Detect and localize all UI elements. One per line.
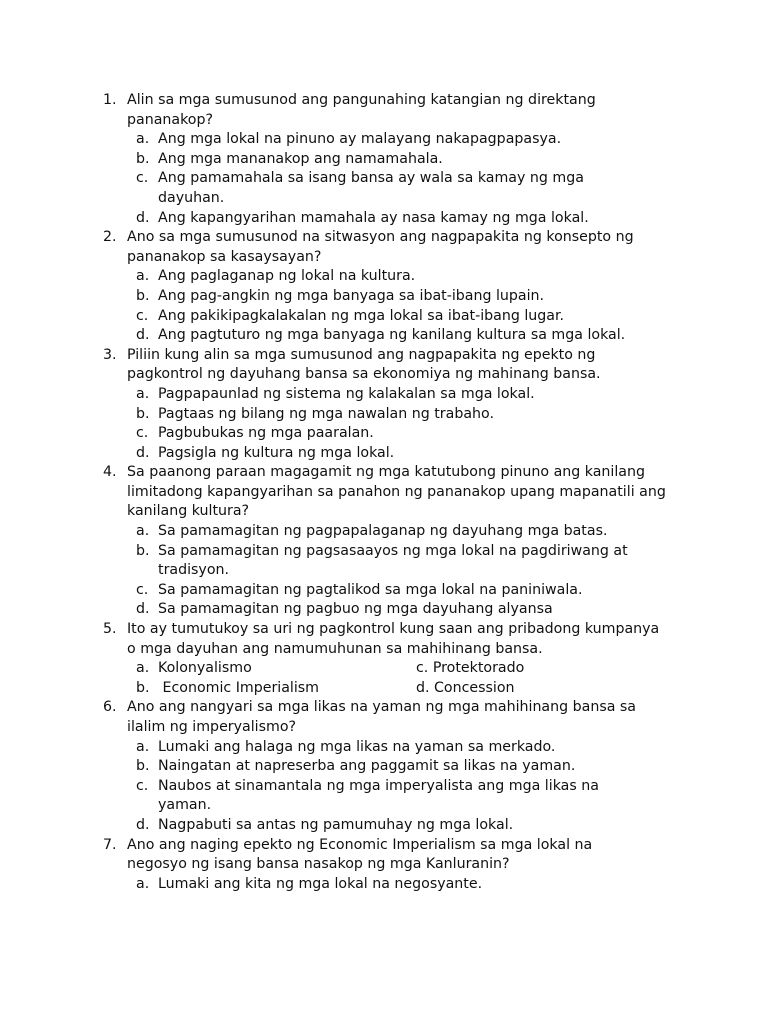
option-label: a. — [136, 660, 150, 677]
option-text: Ang pag-angkin ng mga banyaga sa ibat-ibang lupain. — [158, 287, 545, 304]
question-number: 6. — [103, 699, 117, 716]
option — [0, 150, 768, 170]
option-label: c. — [136, 777, 149, 794]
question-list — [0, 91, 768, 894]
option — [0, 267, 768, 287]
option-text: Pagbubukas ng mga paaralan. — [158, 425, 374, 442]
question-number: 1. — [103, 92, 117, 108]
question-text: Sa paanong paraan magagamit ng mga katutubong pinuno ang kanilang limitadong kapangyarihan sa panahon ng pananakop upang mapanatili ang kanilang kultura? — [127, 464, 666, 520]
option-label: a. — [136, 523, 150, 540]
option-row — [0, 659, 768, 679]
option-label: d. — [136, 209, 150, 226]
option — [0, 444, 768, 464]
option-text: Nagpabuti sa antas ng pamumuhay ng mga lokal. — [158, 816, 514, 833]
option — [0, 600, 768, 620]
question-1 — [0, 91, 768, 130]
option-text: Pagpapaunlad ng sistema ng kalakalan sa mga lokal. — [158, 385, 535, 402]
option-label: b. — [136, 542, 150, 559]
option-label: a. — [136, 738, 150, 755]
option-text: Ang pakikipagkalakalan ng mga lokal sa ibat-ibang lugar. — [158, 307, 565, 324]
option-label: c. — [136, 425, 149, 442]
option — [0, 581, 768, 601]
question-text: Ano ang naging epekto ng Economic Imperialism sa mga lokal na negosyo ng isang bansa nasakop ng mga Kanluranin? — [127, 836, 593, 873]
option-text: Ang pamamahala sa isang bansa ay wala sa kamay ng mga dayuhan. — [158, 170, 584, 206]
option — [0, 307, 768, 327]
option-text: Sa pamamagitan ng pagpapalaganap ng dayuhang mga batas. — [158, 523, 608, 540]
option-label: d. — [136, 816, 150, 833]
option-text: Pagsigla ng kultura ng mga lokal. — [158, 444, 395, 461]
question-4 — [0, 463, 768, 522]
option-label: d. — [136, 444, 150, 461]
question-3 — [0, 346, 768, 385]
question-5 — [0, 620, 768, 659]
option-label: a. — [136, 131, 150, 148]
option-text: Lumaki ang kita ng mga lokal na negosyante. — [158, 875, 483, 892]
option-text: Sa pamamagitan ng pagtalikod sa mga lokal na paniniwala. — [158, 581, 583, 598]
question-text: Ano sa mga sumusunod na sitwasyon ang nagpapakita ng konsepto ng pananakop sa kasaysayan? — [127, 229, 634, 265]
option-text: Ang paglaganap ng lokal na kultura. — [158, 268, 416, 285]
option — [0, 757, 768, 777]
option — [0, 130, 768, 150]
option-text: Lumaki ang halaga ng mga likas na yaman sa merkado. — [158, 738, 556, 755]
option-label: b. — [136, 287, 150, 304]
option — [0, 522, 768, 542]
question-text: Alin sa mga sumusunod ang pangunahing katangian ng direktang pananakop? — [127, 92, 596, 128]
question-number: 4. — [103, 464, 117, 481]
option — [0, 424, 768, 444]
option-text: c. Protektorado — [416, 660, 525, 677]
option-label: d. — [136, 601, 150, 618]
option-text: Pagtaas ng bilang ng mga nawalan ng trabaho. — [158, 405, 494, 422]
option-label: b. — [136, 758, 150, 775]
option-label: a. — [136, 268, 150, 285]
option-label: b. — [136, 150, 150, 167]
option-text: Ang mga mananakop ang namamahala. — [158, 150, 443, 167]
option-text: Economic Imperialism — [158, 679, 320, 696]
question-text: Ano ang nangyari sa mga likas na yaman ng mga mahihinang bansa sa ilalim ng imperyalismo? — [127, 699, 637, 735]
option-label: c. — [136, 581, 149, 598]
option-text: Naubos at sinamantala ng mga imperyalista ang mga likas na yaman. — [158, 777, 599, 814]
option-label: b. — [136, 679, 150, 696]
option — [0, 169, 768, 208]
question-text: Piliin kung alin sa mga sumusunod ang nagpapakita ng epekto ng pagkontrol ng dayuhang bansa sa ekonomiya ng mahinang bansa. — [127, 346, 601, 383]
option — [0, 209, 768, 229]
question-number: 5. — [103, 621, 117, 638]
option-label: d. — [136, 327, 150, 344]
option-text: Sa pamamagitan ng pagbuo ng mga dayuhang alyansa — [158, 601, 553, 618]
option — [0, 777, 768, 816]
option-text: Ang mga lokal na pinuno ay malayang nakapagpapasya. — [158, 131, 562, 148]
option-label: a. — [136, 385, 150, 402]
option-label: a. — [136, 875, 150, 892]
question-6 — [0, 698, 768, 737]
option-row — [0, 679, 768, 699]
option — [0, 385, 768, 405]
option-text: d. Concession — [416, 679, 515, 696]
option-label: b. — [136, 405, 150, 422]
option-label: c. — [136, 307, 149, 324]
option — [0, 405, 768, 425]
question-number: 7. — [103, 836, 117, 853]
question-number: 3. — [103, 346, 117, 363]
question-text: Ito ay tumutukoy sa uri ng pagkontrol kung saan ang pribadong kumpanya o mga dayuhan ang namumuhunan sa mahihinang bansa. — [127, 621, 660, 657]
question-7 — [0, 836, 768, 875]
option-text: Ang kapangyarihan mamahala ay nasa kamay ng mga lokal. — [158, 209, 589, 226]
question-2 — [0, 228, 768, 267]
option — [0, 816, 768, 836]
option-text: Naingatan at napreserba ang paggamit sa likas na yaman. — [158, 758, 576, 775]
option — [0, 287, 768, 307]
option — [0, 738, 768, 758]
option-text: Kolonyalismo — [158, 660, 252, 677]
option-label: c. — [136, 170, 149, 187]
option-text: Sa pamamagitan ng pagsasaayos ng mga lokal na pagdiriwang at tradisyon. — [158, 542, 628, 579]
option — [0, 326, 768, 346]
option — [0, 875, 768, 895]
question-number: 2. — [103, 229, 117, 246]
option-text: Ang pagtuturo ng mga banyaga ng kanilang kultura sa mga lokal. — [158, 327, 626, 344]
option — [0, 542, 768, 581]
